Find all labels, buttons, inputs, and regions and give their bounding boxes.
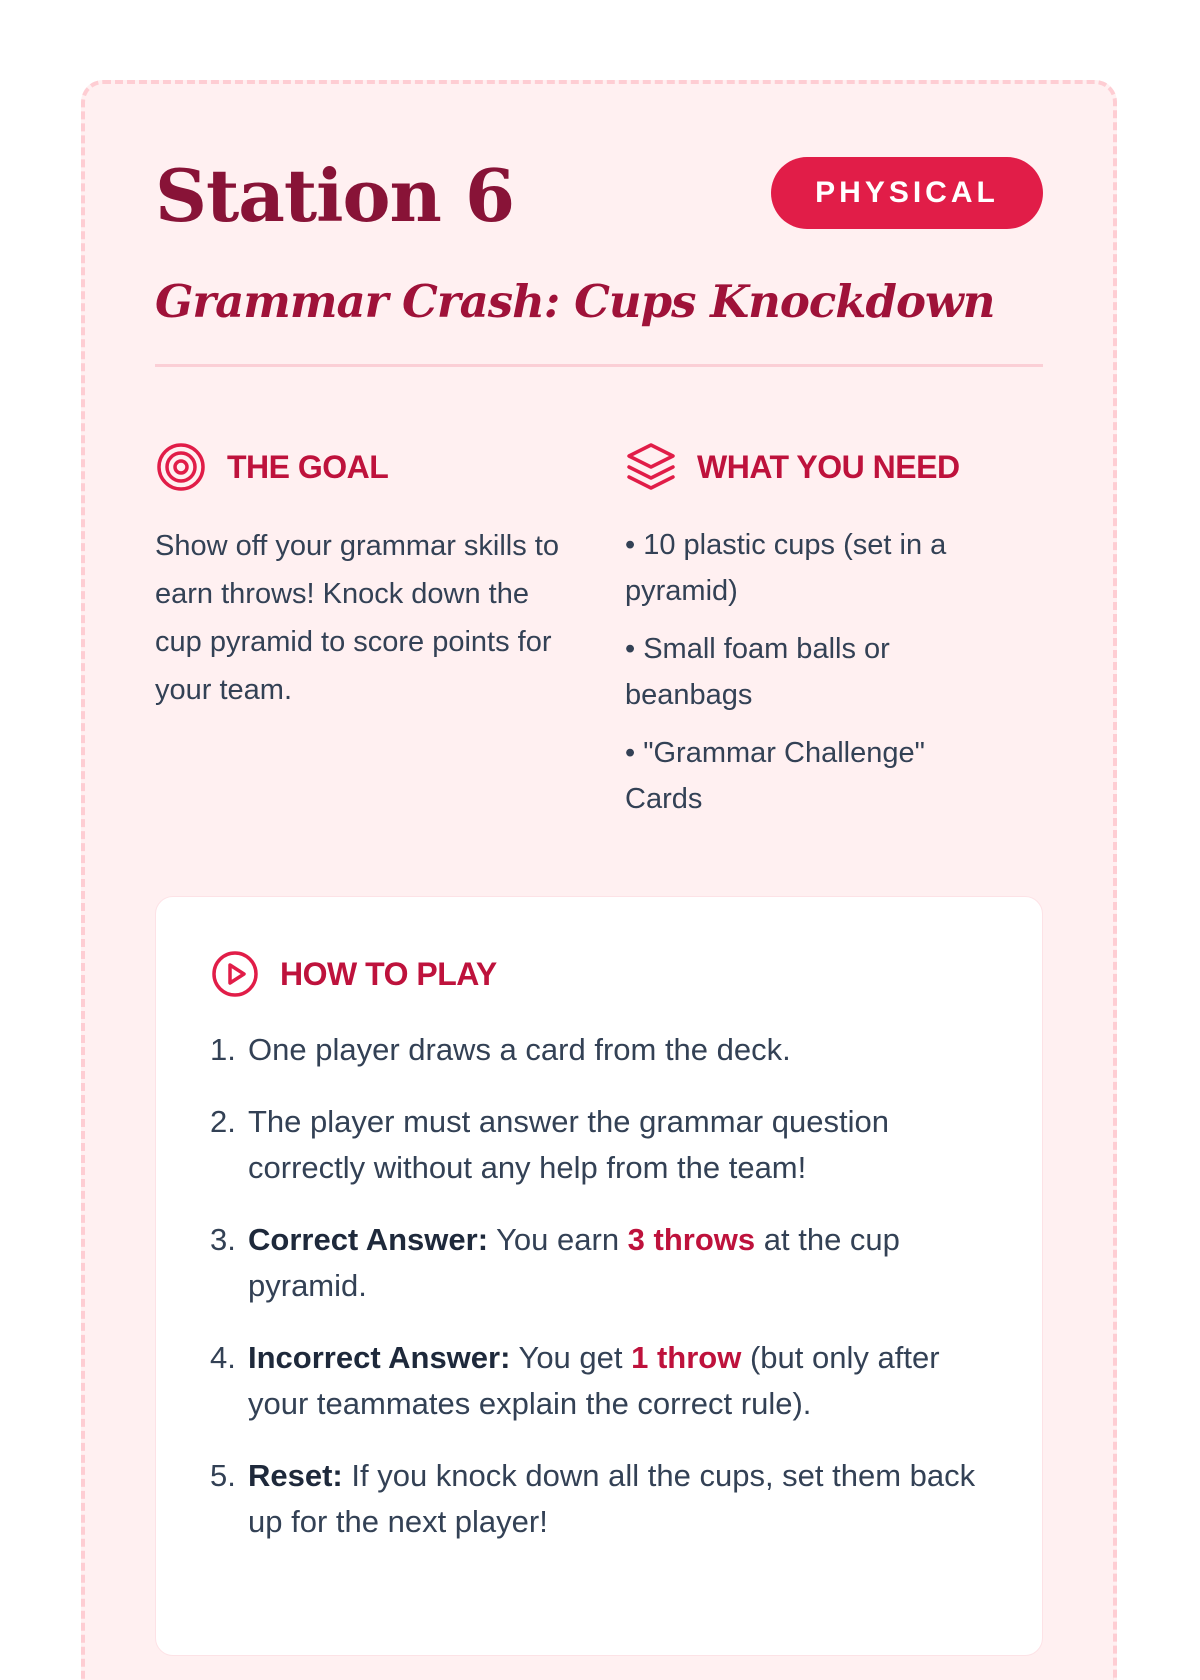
divider	[155, 364, 1043, 367]
category-badge: PHYSICAL	[771, 157, 1043, 229]
station-card	[81, 80, 1117, 1680]
step-number: 5.	[210, 1458, 236, 1493]
goal-header	[155, 442, 575, 492]
step-text	[248, 1453, 990, 1545]
step-number: 4.	[210, 1340, 236, 1375]
step-number: 2.	[210, 1104, 236, 1139]
goal-text: Show off your grammar skills to earn throws! Knock down the cup pyramid to score points for your team.	[155, 530, 559, 706]
list-item	[210, 1453, 990, 1545]
step-text-pre: You get	[510, 1340, 632, 1375]
list-item: • "Grammar Challenge" Cards	[625, 737, 925, 815]
step-text: The player must answer the grammar question correctly without any help from the team!	[248, 1104, 889, 1185]
step-text	[248, 1217, 990, 1309]
list-item	[210, 1027, 990, 1073]
goal-section	[155, 442, 575, 714]
activity-subtitle: Grammar Crash: Cups Knockdown	[155, 275, 995, 328]
how-to-play-header	[210, 949, 497, 999]
step-label: Incorrect Answer:	[248, 1340, 511, 1375]
step-text: One player draws a card from the deck.	[248, 1032, 791, 1067]
materials-list	[625, 522, 1005, 822]
step-text-pre: If you knock down all the cups, set them back up for the next player!	[248, 1458, 976, 1539]
step-text	[248, 1335, 990, 1427]
step-label: Correct Answer:	[248, 1222, 489, 1257]
list-item	[210, 1099, 990, 1191]
target-icon	[155, 441, 207, 493]
play-circle-icon	[210, 949, 260, 999]
steps-list	[210, 1027, 990, 1571]
list-item: • 10 plastic cups (set in a pyramid)	[625, 529, 947, 607]
step-number: 1.	[210, 1032, 236, 1067]
materials-section	[625, 442, 1005, 834]
step-label: Reset:	[248, 1458, 343, 1493]
step-text-pre: You earn	[488, 1222, 628, 1257]
list-item: • Small foam balls or beanbags	[625, 633, 890, 711]
step-highlight: 3 throws	[627, 1222, 756, 1257]
step-number: 3.	[210, 1222, 236, 1257]
list-item	[210, 1335, 990, 1427]
step-text-post: (but only after your teammates explain the correct rule).	[248, 1340, 940, 1421]
layers-icon	[625, 441, 677, 493]
list-item	[210, 1217, 990, 1309]
goal-title: THE GOAL	[227, 448, 389, 485]
how-to-play-panel	[155, 896, 1043, 1656]
materials-header	[625, 442, 1005, 492]
step-highlight: 1 throw	[631, 1340, 742, 1375]
step-text-post: at the cup pyramid.	[248, 1222, 900, 1303]
how-to-play-title: HOW TO PLAY	[280, 955, 497, 992]
page-title: Station 6	[155, 153, 515, 238]
materials-title: WHAT YOU NEED	[697, 448, 960, 485]
